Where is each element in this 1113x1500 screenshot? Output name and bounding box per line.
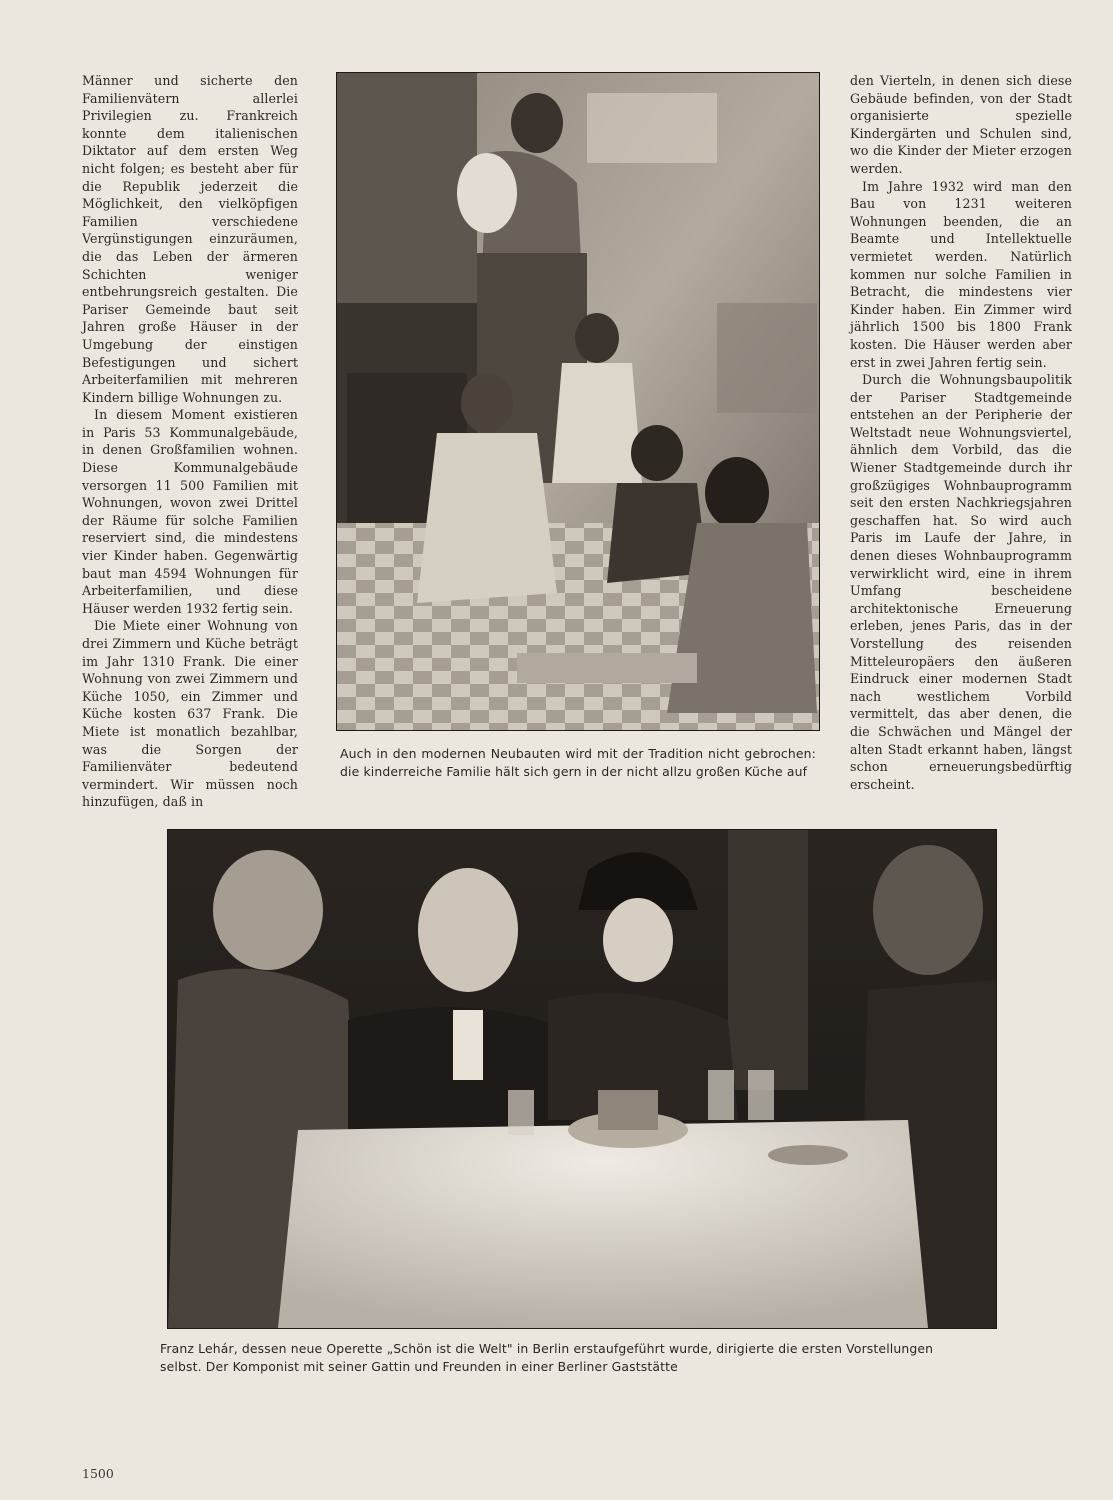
kitchen-photo-image [337,73,819,730]
dinner-caption-line-1: Franz Lehár, dessen neue Operette „Schön ist die Welt" in Berlin erstaufgeführt wurde, dirigierte die ersten Vorstellungen [160,1341,934,1356]
right-paragraph-1: den Vierteln, in denen sich diese Gebäude befinden, von der Stadt organisierte spezielle Kindergärten und Schulen sind, wo die Kinder der Mieter erzogen werden. [850,73,1072,176]
left-text-column [82,72,298,810]
kitchen-family-photo [336,72,820,731]
dinner-photo-image [168,830,996,1328]
left-paragraph-2: In diesem Moment existieren in Paris 53 Kommunalgebäude, in denen Großfamilien wohnen. Diese Kommunalgebäude versorgen 11 500 Familien mit Wohnungen, wovon zwei Drittel der Räume für solche Familien reserviert sind, die mindestens vier Kinder haben. Gegenwärtig baut man 4594 Wohnungen für Arbeiterfamilien, und diese Häuser werden 1932 fertig sein. [82,407,298,616]
right-paragraph-3: Durch die Wohnungsbaupolitik der Pariser Stadtgemeinde entstehen an der Peripherie der Weltstadt neue Wohnungsviertel, ähnlich dem Vorbild, das die Wiener Stadtgemeinde durch ihr großzügiges Wohnbauprogramm seit den ersten Nachkriegsjahren geschaffen hat. So wird auch Paris im Laufe der Jahre, in denen dieses Wohnbauprogramm verwirklicht wird, eine in ihrem Umfang bescheidene architektonische Erneuerung erleben, jenes Paris, das in der Vorstellung des reisenden Mitteleuropäers den äußeren Eindruck einer modernen Stadt nach westlichem Vorbild vermittelt, das aber denen, die die Schwächen und Mängel der alten Stadt erkannt haben, längst schon erneuerungsbedürftig erscheint. [850,372,1072,792]
left-paragraph-3: Die Miete einer Wohnung von drei Zimmern und Küche beträgt im Jahr 1310 Frank. Die einer Wohnung von zwei Zimmern und Küche 1050, ein Zimmer und Küche kosten 637 Frank. Die Miete ist monatlich bezahlbar, was die Sorgen der Familienväter bedeutend vermindert. Wir müssen noch hinzufügen, daß in [82,618,298,810]
kitchen-photo-caption: Auch in den modernen Neubauten wird mit der Tradition nicht gebrochen: die kinderreiche Familie hält sich gern in der nicht allzu großen Küche auf [340,746,816,779]
right-paragraph-2: Im Jahre 1932 wird man den Bau von 1231 weiteren Wohnungen beenden, die an Beamte und Intellektuelle vermietet werden. Natürlich kommen nur solche Familien in Betracht, die mindestens vier Kinder haben. Ein Zimmer wird jährlich 1500 bis 1800 Frank kosten. Die Häuser werden aber erst in zwei Jahren fertig sein. [850,178,1072,370]
left-paragraph-1: Männer und sicherte den Familienvätern allerlei Privilegien zu. Frankreich konnte dem italienischen Diktator auf dem ersten Weg nicht folgen; es besteht aber für die Republik jederzeit die Möglichkeit, den vielköpfigen Familien verschiedene Vergünstigungen einzuräumen, die das Leben der ärmeren Schichten weniger entbehrungsreich gestalten. Die Pariser Gemeinde baut seit Jahren große Häuser in der Umgebung der einstigen Befestigungen und sichert Arbeiterfamilien mit mehreren Kindern billige Wohnungen zu. [82,73,298,405]
dinner-caption-line-2: selbst. Der Komponist mit seiner Gattin und Freunden in einer Berliner Gaststätte [160,1358,678,1374]
page-number: 1500 [82,1466,114,1481]
right-text-column [850,72,1072,792]
lehar-dinner-photo [167,829,997,1329]
dinner-photo-caption [160,1340,1002,1375]
